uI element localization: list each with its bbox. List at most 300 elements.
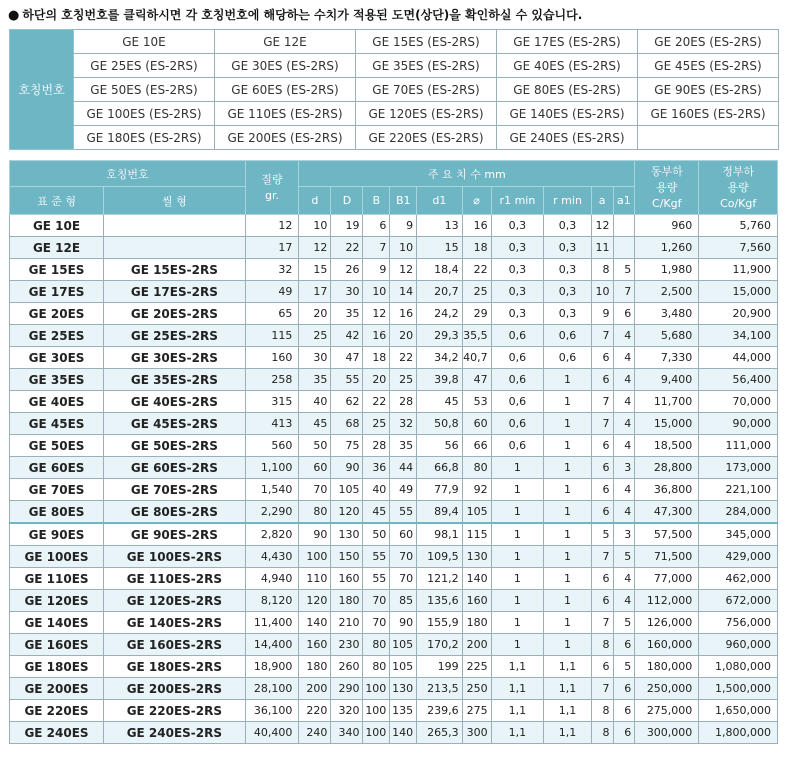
weight-cell: 32 bbox=[245, 259, 299, 281]
model-link[interactable]: GE 140ES (ES-2RS) bbox=[497, 102, 638, 126]
table-row bbox=[10, 501, 778, 524]
weight-cell: 11,400 bbox=[245, 612, 299, 634]
phi-cell: 275 bbox=[462, 700, 491, 722]
standard-type-cell: GE 90ES bbox=[10, 523, 104, 546]
static-load-cell: 1,800,000 bbox=[699, 722, 778, 744]
rmin-cell: 1,1 bbox=[544, 700, 592, 722]
B-cell: 70 bbox=[363, 612, 390, 634]
d-cell: 70 bbox=[299, 479, 331, 501]
d1-cell: 199 bbox=[417, 656, 462, 678]
notice-label: 하단의 호칭번호를 클릭하시면 각 호칭번호에 해당하는 수치가 적용된 도면(상단)을 확인하실 수 있습니다. bbox=[22, 8, 583, 22]
r1min-cell: 0,6 bbox=[491, 369, 544, 391]
model-link[interactable]: GE 240ES (ES-2RS) bbox=[497, 126, 638, 150]
a1-cell bbox=[613, 215, 635, 237]
d1-cell: 34,2 bbox=[417, 347, 462, 369]
model-link[interactable]: GE 120ES (ES-2RS) bbox=[356, 102, 497, 126]
sealed-type-cell bbox=[104, 215, 246, 237]
model-link[interactable]: GE 45ES (ES-2RS) bbox=[638, 54, 779, 78]
a-cell: 7 bbox=[591, 678, 613, 700]
model-selector-row bbox=[10, 126, 779, 150]
model-link[interactable]: GE 110ES (ES-2RS) bbox=[215, 102, 356, 126]
model-link[interactable]: GE 50ES (ES-2RS) bbox=[74, 78, 215, 102]
D-cell: 26 bbox=[331, 259, 363, 281]
d-cell: 80 bbox=[299, 501, 331, 524]
D-cell: 90 bbox=[331, 457, 363, 479]
D-cell: 35 bbox=[331, 303, 363, 325]
B1-cell: 22 bbox=[390, 347, 417, 369]
d1-cell: 50,8 bbox=[417, 413, 462, 435]
D-cell: 230 bbox=[331, 634, 363, 656]
model-link[interactable]: GE 60ES (ES-2RS) bbox=[215, 78, 356, 102]
model-link[interactable]: GE 35ES (ES-2RS) bbox=[356, 54, 497, 78]
standard-type-cell: GE 220ES bbox=[10, 700, 104, 722]
header-B: B bbox=[363, 187, 390, 215]
weight-cell: 2,290 bbox=[245, 501, 299, 524]
a-cell: 6 bbox=[591, 656, 613, 678]
r1min-cell: 1 bbox=[491, 590, 544, 612]
B1-cell: 32 bbox=[390, 413, 417, 435]
model-link[interactable]: GE 100ES (ES-2RS) bbox=[74, 102, 215, 126]
phi-cell: 22 bbox=[462, 259, 491, 281]
header-dynamic-load bbox=[635, 161, 699, 215]
notice-text bbox=[8, 5, 582, 25]
standard-type-cell: GE 10E bbox=[10, 215, 104, 237]
d1-cell: 265,3 bbox=[417, 722, 462, 744]
sealed-type-cell: GE 35ES-2RS bbox=[104, 369, 246, 391]
header-B1: B1 bbox=[390, 187, 417, 215]
static-load-cell: 221,100 bbox=[699, 479, 778, 501]
rmin-cell: 1 bbox=[544, 523, 592, 546]
B1-cell: 44 bbox=[390, 457, 417, 479]
B1-cell: 28 bbox=[390, 391, 417, 413]
model-selector-row bbox=[10, 30, 779, 54]
d1-cell: 239,6 bbox=[417, 700, 462, 722]
d1-cell: 155,9 bbox=[417, 612, 462, 634]
a-cell: 12 bbox=[591, 215, 613, 237]
header-phi: ⌀ bbox=[462, 187, 491, 215]
model-selector-table bbox=[9, 29, 779, 150]
phi-cell: 225 bbox=[462, 656, 491, 678]
r1min-cell: 1,1 bbox=[491, 678, 544, 700]
model-link[interactable]: GE 15ES (ES-2RS) bbox=[356, 30, 497, 54]
B-cell: 28 bbox=[363, 435, 390, 457]
sealed-type-cell: GE 100ES-2RS bbox=[104, 546, 246, 568]
D-cell: 120 bbox=[331, 501, 363, 524]
dynamic-load-cell: 250,000 bbox=[635, 678, 699, 700]
rmin-cell: 1 bbox=[544, 435, 592, 457]
d1-cell: 170,2 bbox=[417, 634, 462, 656]
D-cell: 68 bbox=[331, 413, 363, 435]
static-load-cell: 7,560 bbox=[699, 237, 778, 259]
d1-cell: 18,4 bbox=[417, 259, 462, 281]
static-load-cell: 1,500,000 bbox=[699, 678, 778, 700]
dynamic-load-cell: 160,000 bbox=[635, 634, 699, 656]
d1-cell: 13 bbox=[417, 215, 462, 237]
B1-cell: 85 bbox=[390, 590, 417, 612]
sealed-type-cell: GE 180ES-2RS bbox=[104, 656, 246, 678]
model-selector-row bbox=[10, 54, 779, 78]
a1-cell: 4 bbox=[613, 568, 635, 590]
a1-cell: 4 bbox=[613, 413, 635, 435]
rmin-cell: 0,3 bbox=[544, 215, 592, 237]
model-link[interactable]: GE 40ES (ES-2RS) bbox=[497, 54, 638, 78]
d-cell: 120 bbox=[299, 590, 331, 612]
r1min-cell: 0,3 bbox=[491, 303, 544, 325]
phi-cell: 35,5 bbox=[462, 325, 491, 347]
sealed-type-cell bbox=[104, 237, 246, 259]
a1-cell: 3 bbox=[613, 457, 635, 479]
B1-cell: 10 bbox=[390, 237, 417, 259]
standard-type-cell: GE 120ES bbox=[10, 590, 104, 612]
model-link[interactable]: GE 25ES (ES-2RS) bbox=[74, 54, 215, 78]
B-cell: 100 bbox=[363, 678, 390, 700]
a-cell: 8 bbox=[591, 700, 613, 722]
B1-cell: 140 bbox=[390, 722, 417, 744]
standard-type-cell: GE 35ES bbox=[10, 369, 104, 391]
static-load-cell: 11,900 bbox=[699, 259, 778, 281]
dynamic-load-cell: 57,500 bbox=[635, 523, 699, 546]
sealed-type-cell: GE 120ES-2RS bbox=[104, 590, 246, 612]
d-cell: 180 bbox=[299, 656, 331, 678]
standard-type-cell: GE 80ES bbox=[10, 501, 104, 524]
header-D: D bbox=[331, 187, 363, 215]
a-cell: 11 bbox=[591, 237, 613, 259]
d-cell: 45 bbox=[299, 413, 331, 435]
B-cell: 16 bbox=[363, 325, 390, 347]
dynamic-load-cell: 28,800 bbox=[635, 457, 699, 479]
B-cell: 22 bbox=[363, 391, 390, 413]
rmin-cell: 0,3 bbox=[544, 281, 592, 303]
rmin-cell: 0,6 bbox=[544, 347, 592, 369]
standard-type-cell: GE 60ES bbox=[10, 457, 104, 479]
weight-cell: 18,900 bbox=[245, 656, 299, 678]
dynamic-load-cell: 15,000 bbox=[635, 413, 699, 435]
d1-cell: 20,7 bbox=[417, 281, 462, 303]
d1-cell: 135,6 bbox=[417, 590, 462, 612]
weight-cell: 160 bbox=[245, 347, 299, 369]
table-row bbox=[10, 457, 778, 479]
dynamic-load-cell: 2,500 bbox=[635, 281, 699, 303]
weight-cell: 8,120 bbox=[245, 590, 299, 612]
table-row bbox=[10, 413, 778, 435]
B-cell: 55 bbox=[363, 568, 390, 590]
model-selector-row bbox=[10, 102, 779, 126]
d-cell: 240 bbox=[299, 722, 331, 744]
a1-cell: 7 bbox=[613, 281, 635, 303]
B-cell: 18 bbox=[363, 347, 390, 369]
header-d1: d1 bbox=[417, 187, 462, 215]
D-cell: 75 bbox=[331, 435, 363, 457]
table-row bbox=[10, 590, 778, 612]
a-cell: 6 bbox=[591, 435, 613, 457]
static-load-cell: 960,000 bbox=[699, 634, 778, 656]
d-cell: 60 bbox=[299, 457, 331, 479]
B1-cell: 12 bbox=[390, 259, 417, 281]
a-cell: 6 bbox=[591, 479, 613, 501]
header-stat-2: 용량 bbox=[727, 180, 749, 194]
phi-cell: 140 bbox=[462, 568, 491, 590]
B1-cell: 70 bbox=[390, 568, 417, 590]
static-load-cell: 15,000 bbox=[699, 281, 778, 303]
standard-type-cell: GE 45ES bbox=[10, 413, 104, 435]
sealed-type-cell: GE 90ES-2RS bbox=[104, 523, 246, 546]
d1-cell: 98,1 bbox=[417, 523, 462, 546]
d-cell: 50 bbox=[299, 435, 331, 457]
D-cell: 180 bbox=[331, 590, 363, 612]
d-cell: 17 bbox=[299, 281, 331, 303]
rmin-cell: 0,3 bbox=[544, 259, 592, 281]
model-link[interactable]: GE 12E bbox=[215, 30, 356, 54]
table-row bbox=[10, 634, 778, 656]
D-cell: 210 bbox=[331, 612, 363, 634]
static-load-cell: 90,000 bbox=[699, 413, 778, 435]
header-designation: 호칭번호 bbox=[10, 161, 246, 187]
r1min-cell: 0,3 bbox=[491, 215, 544, 237]
B1-cell: 130 bbox=[390, 678, 417, 700]
standard-type-cell: GE 160ES bbox=[10, 634, 104, 656]
a1-cell: 4 bbox=[613, 501, 635, 524]
r1min-cell: 0,6 bbox=[491, 347, 544, 369]
d1-cell: 56 bbox=[417, 435, 462, 457]
d1-cell: 39,8 bbox=[417, 369, 462, 391]
dynamic-load-cell: 3,480 bbox=[635, 303, 699, 325]
a1-cell: 5 bbox=[613, 546, 635, 568]
static-load-cell: 20,900 bbox=[699, 303, 778, 325]
rmin-cell: 1 bbox=[544, 457, 592, 479]
B1-cell: 60 bbox=[390, 523, 417, 546]
header-a1: a1 bbox=[613, 187, 635, 215]
model-link[interactable]: GE 30ES (ES-2RS) bbox=[215, 54, 356, 78]
weight-cell: 4,940 bbox=[245, 568, 299, 590]
table-row bbox=[10, 369, 778, 391]
sealed-type-cell: GE 20ES-2RS bbox=[104, 303, 246, 325]
model-link[interactable]: GE 220ES (ES-2RS) bbox=[356, 126, 497, 150]
model-link[interactable]: GE 20ES (ES-2RS) bbox=[638, 30, 779, 54]
model-link[interactable]: GE 160ES (ES-2RS) bbox=[638, 102, 779, 126]
d-cell: 110 bbox=[299, 568, 331, 590]
r1min-cell: 1,1 bbox=[491, 656, 544, 678]
table-row bbox=[10, 435, 778, 457]
a-cell: 6 bbox=[591, 501, 613, 524]
D-cell: 290 bbox=[331, 678, 363, 700]
d-cell: 25 bbox=[299, 325, 331, 347]
phi-cell: 80 bbox=[462, 457, 491, 479]
model-link[interactable]: GE 80ES (ES-2RS) bbox=[497, 78, 638, 102]
d1-cell: 29,3 bbox=[417, 325, 462, 347]
r1min-cell: 1,1 bbox=[491, 722, 544, 744]
header-d: d bbox=[299, 187, 331, 215]
model-link[interactable]: GE 70ES (ES-2RS) bbox=[356, 78, 497, 102]
d-cell: 200 bbox=[299, 678, 331, 700]
dynamic-load-cell: 1,260 bbox=[635, 237, 699, 259]
D-cell: 30 bbox=[331, 281, 363, 303]
d-cell: 220 bbox=[299, 700, 331, 722]
d1-cell: 15 bbox=[417, 237, 462, 259]
a1-cell: 5 bbox=[613, 612, 635, 634]
B-cell: 80 bbox=[363, 634, 390, 656]
table-row bbox=[10, 700, 778, 722]
B1-cell: 135 bbox=[390, 700, 417, 722]
sealed-type-cell: GE 140ES-2RS bbox=[104, 612, 246, 634]
r1min-cell: 0,6 bbox=[491, 325, 544, 347]
a1-cell: 6 bbox=[613, 700, 635, 722]
d-cell: 15 bbox=[299, 259, 331, 281]
dynamic-load-cell: 9,400 bbox=[635, 369, 699, 391]
D-cell: 130 bbox=[331, 523, 363, 546]
r1min-cell: 0,3 bbox=[491, 237, 544, 259]
table-row bbox=[10, 237, 778, 259]
rmin-cell: 1,1 bbox=[544, 656, 592, 678]
header-dimensions: 주 요 치 수 mm bbox=[299, 161, 635, 187]
B-cell: 70 bbox=[363, 590, 390, 612]
r1min-cell: 1 bbox=[491, 634, 544, 656]
table-row bbox=[10, 568, 778, 590]
r1min-cell: 1 bbox=[491, 546, 544, 568]
d-cell: 12 bbox=[299, 237, 331, 259]
static-load-cell: 34,100 bbox=[699, 325, 778, 347]
weight-cell: 65 bbox=[245, 303, 299, 325]
model-link[interactable]: GE 17ES (ES-2RS) bbox=[497, 30, 638, 54]
a1-cell: 4 bbox=[613, 391, 635, 413]
standard-type-cell: GE 140ES bbox=[10, 612, 104, 634]
a1-cell: 6 bbox=[613, 722, 635, 744]
D-cell: 340 bbox=[331, 722, 363, 744]
static-load-cell: 111,000 bbox=[699, 435, 778, 457]
weight-cell: 560 bbox=[245, 435, 299, 457]
table-row bbox=[10, 656, 778, 678]
a1-cell: 4 bbox=[613, 369, 635, 391]
standard-type-cell: GE 17ES bbox=[10, 281, 104, 303]
a-cell: 6 bbox=[591, 590, 613, 612]
header-standard: 표 준 형 bbox=[10, 187, 104, 215]
table-row bbox=[10, 678, 778, 700]
d1-cell: 45 bbox=[417, 391, 462, 413]
D-cell: 105 bbox=[331, 479, 363, 501]
standard-type-cell: GE 50ES bbox=[10, 435, 104, 457]
rmin-cell: 1,1 bbox=[544, 678, 592, 700]
phi-cell: 40,7 bbox=[462, 347, 491, 369]
d1-cell: 89,4 bbox=[417, 501, 462, 524]
d-cell: 100 bbox=[299, 546, 331, 568]
model-link[interactable]: GE 10E bbox=[74, 30, 215, 54]
a1-cell: 5 bbox=[613, 656, 635, 678]
phi-cell: 92 bbox=[462, 479, 491, 501]
r1min-cell: 1 bbox=[491, 457, 544, 479]
d-cell: 90 bbox=[299, 523, 331, 546]
static-load-cell: 56,400 bbox=[699, 369, 778, 391]
r1min-cell: 0,6 bbox=[491, 391, 544, 413]
B1-cell: 16 bbox=[390, 303, 417, 325]
d1-cell: 213,5 bbox=[417, 678, 462, 700]
phi-cell: 160 bbox=[462, 590, 491, 612]
phi-cell: 60 bbox=[462, 413, 491, 435]
d-cell: 20 bbox=[299, 303, 331, 325]
sealed-type-cell: GE 30ES-2RS bbox=[104, 347, 246, 369]
D-cell: 55 bbox=[331, 369, 363, 391]
weight-cell: 115 bbox=[245, 325, 299, 347]
table-row bbox=[10, 546, 778, 568]
header-dyn-3: C/Kgf bbox=[652, 196, 682, 210]
weight-cell: 28,100 bbox=[245, 678, 299, 700]
dynamic-load-cell: 36,800 bbox=[635, 479, 699, 501]
a1-cell bbox=[613, 237, 635, 259]
rmin-cell: 1 bbox=[544, 568, 592, 590]
r1min-cell: 0,6 bbox=[491, 435, 544, 457]
model-link[interactable]: GE 90ES (ES-2RS) bbox=[638, 78, 779, 102]
r1min-cell: 1 bbox=[491, 568, 544, 590]
weight-cell: 14,400 bbox=[245, 634, 299, 656]
model-link[interactable]: GE 200ES (ES-2RS) bbox=[215, 126, 356, 150]
model-selector-label: 호칭번호 bbox=[10, 30, 74, 150]
weight-cell: 4,430 bbox=[245, 546, 299, 568]
d1-cell: 121,2 bbox=[417, 568, 462, 590]
phi-cell: 300 bbox=[462, 722, 491, 744]
weight-cell: 1,100 bbox=[245, 457, 299, 479]
dynamic-load-cell: 77,000 bbox=[635, 568, 699, 590]
table-row bbox=[10, 303, 778, 325]
model-link[interactable]: GE 180ES (ES-2RS) bbox=[74, 126, 215, 150]
d1-cell: 77,9 bbox=[417, 479, 462, 501]
weight-cell: 49 bbox=[245, 281, 299, 303]
r1min-cell: 1 bbox=[491, 523, 544, 546]
standard-type-cell: GE 200ES bbox=[10, 678, 104, 700]
dynamic-load-cell: 300,000 bbox=[635, 722, 699, 744]
rmin-cell: 0,6 bbox=[544, 325, 592, 347]
B-cell: 100 bbox=[363, 700, 390, 722]
sealed-type-cell: GE 45ES-2RS bbox=[104, 413, 246, 435]
phi-cell: 53 bbox=[462, 391, 491, 413]
header-stat-3: Co/Kgf bbox=[720, 196, 757, 210]
sealed-type-cell: GE 110ES-2RS bbox=[104, 568, 246, 590]
dynamic-load-cell: 960 bbox=[635, 215, 699, 237]
B-cell: 45 bbox=[363, 501, 390, 524]
B1-cell: 35 bbox=[390, 435, 417, 457]
sealed-type-cell: GE 40ES-2RS bbox=[104, 391, 246, 413]
r1min-cell: 1 bbox=[491, 612, 544, 634]
standard-type-cell: GE 40ES bbox=[10, 391, 104, 413]
sealed-type-cell: GE 50ES-2RS bbox=[104, 435, 246, 457]
sealed-type-cell: GE 60ES-2RS bbox=[104, 457, 246, 479]
r1min-cell: 1 bbox=[491, 479, 544, 501]
r1min-cell: 0,3 bbox=[491, 259, 544, 281]
D-cell: 160 bbox=[331, 568, 363, 590]
D-cell: 22 bbox=[331, 237, 363, 259]
d-cell: 30 bbox=[299, 347, 331, 369]
rmin-cell: 1 bbox=[544, 546, 592, 568]
standard-type-cell: GE 110ES bbox=[10, 568, 104, 590]
a-cell: 8 bbox=[591, 634, 613, 656]
a1-cell: 4 bbox=[613, 479, 635, 501]
B-cell: 55 bbox=[363, 546, 390, 568]
header-dyn-2: 용량 bbox=[656, 180, 678, 194]
dynamic-load-cell: 126,000 bbox=[635, 612, 699, 634]
header-stat-1: 정부하 bbox=[722, 164, 755, 178]
table-row bbox=[10, 479, 778, 501]
B-cell: 7 bbox=[363, 237, 390, 259]
a-cell: 7 bbox=[591, 391, 613, 413]
table-row bbox=[10, 612, 778, 634]
standard-type-cell: GE 30ES bbox=[10, 347, 104, 369]
phi-cell: 115 bbox=[462, 523, 491, 546]
header-a: a bbox=[591, 187, 613, 215]
dynamic-load-cell: 18,500 bbox=[635, 435, 699, 457]
rmin-cell: 1 bbox=[544, 369, 592, 391]
weight-cell: 258 bbox=[245, 369, 299, 391]
a-cell: 6 bbox=[591, 347, 613, 369]
weight-cell: 1,540 bbox=[245, 479, 299, 501]
standard-type-cell: GE 70ES bbox=[10, 479, 104, 501]
phi-cell: 130 bbox=[462, 546, 491, 568]
